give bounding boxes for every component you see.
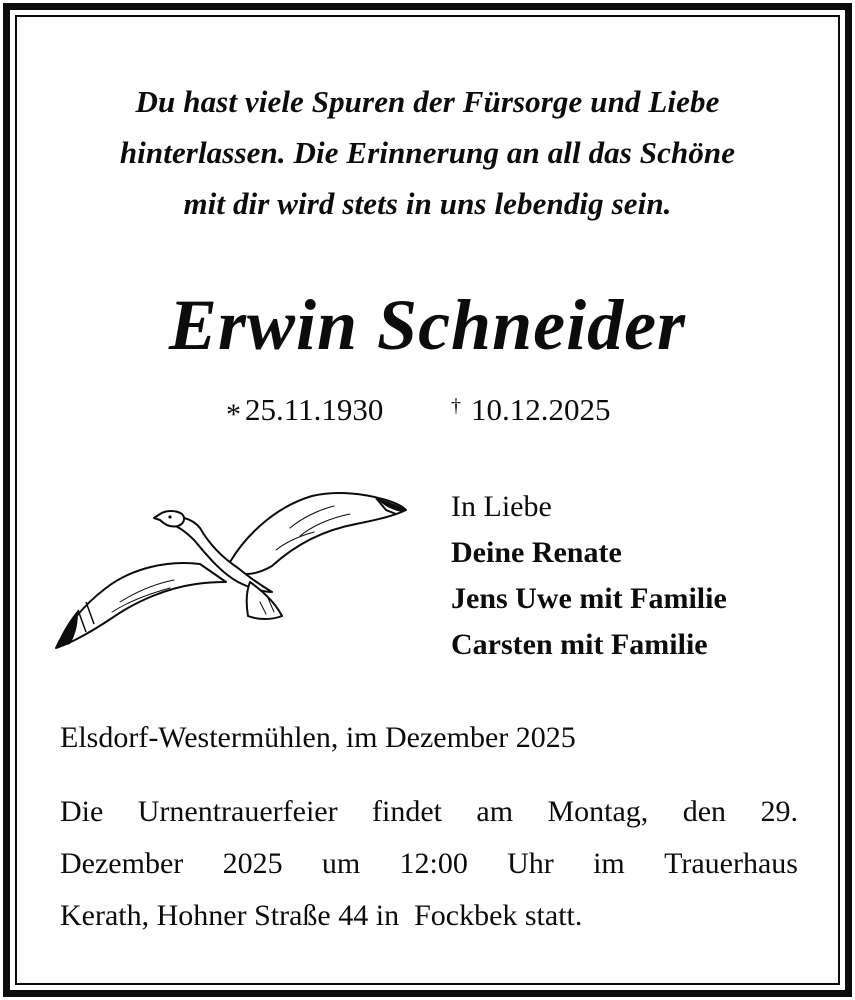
mourner-name: Jens Uwe mit Familie (451, 582, 727, 615)
notice-word: um (321, 847, 361, 880)
notice-word: am (476, 795, 514, 828)
memorial-verse (40, 76, 815, 229)
verse-line: hinterlassen. Die Erinnerung an all das Schöne (119, 135, 736, 170)
notice-word: Dezember (60, 847, 184, 880)
mourners-list (451, 484, 727, 668)
death-date-value: 10.12.2025 (471, 392, 611, 427)
notice-word: Die (60, 795, 104, 828)
seagull-illustration (50, 484, 410, 654)
place-and-date: Elsdorf-Westermühlen, im Dezember 2025 (60, 721, 576, 754)
notice-word: den (682, 795, 727, 828)
mourner-name: Deine Renate (451, 536, 622, 569)
verse-line: Du hast viele Spuren der Fürsorge und Liebe (135, 84, 720, 119)
notice-line (60, 786, 798, 838)
death-date (451, 390, 611, 434)
funeral-notice (60, 786, 798, 942)
notice-word: 2025 (222, 847, 283, 880)
notice-word: Montag, (547, 795, 649, 828)
verse-line: mit dir wird stets in uns lebendig sein. (183, 186, 672, 221)
birth-star-icon: * (226, 398, 241, 431)
notice-word: 12:00 (399, 847, 468, 880)
notice-word: Urnentrauerfeier (137, 795, 338, 828)
notice-line: Kerath, Hohner Straße 44 in Fockbek statt. (60, 899, 583, 932)
birth-date-value: 25.11.1930 (245, 392, 384, 427)
notice-word: im (593, 847, 625, 880)
notice-line (60, 838, 798, 890)
notice-word: 29. (760, 795, 798, 828)
birth-date (226, 390, 383, 431)
death-cross-icon: † (451, 395, 461, 417)
deceased-name: Erwin Schneider (168, 285, 687, 365)
mourner-name: Carsten mit Familie (451, 628, 708, 661)
notice-word: Uhr (507, 847, 554, 880)
mourners-intro: In Liebe (451, 490, 552, 523)
notice-word: Trauerhaus (664, 847, 798, 880)
notice-word: findet (372, 795, 442, 828)
